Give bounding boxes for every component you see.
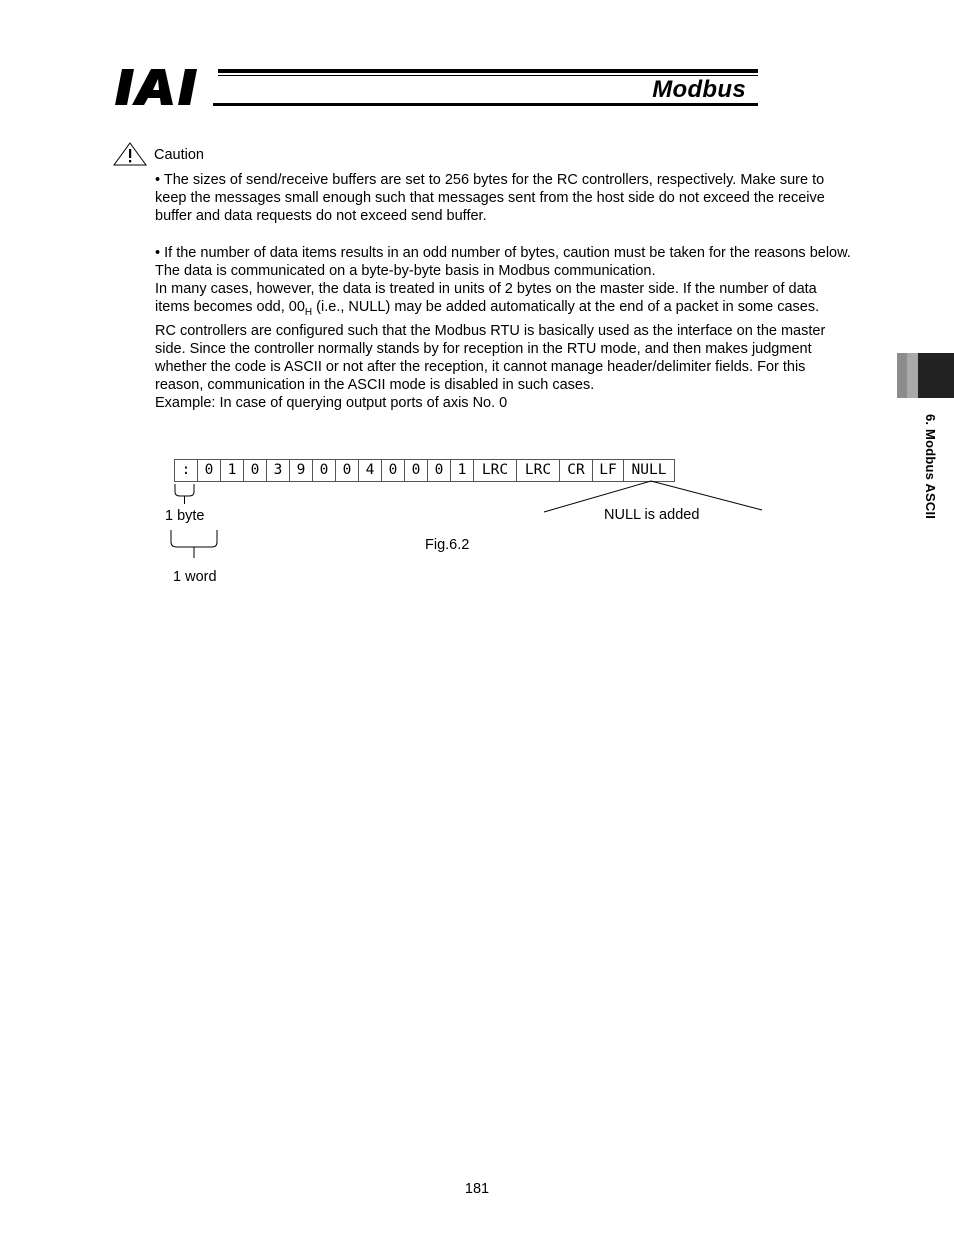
paragraph2-line5: Example: In case of querying output ports of axis No. 0 <box>155 394 508 411</box>
frame-cell: 1 <box>451 460 474 481</box>
paragraph2-line3 <box>155 280 855 322</box>
frame-cell: 9 <box>290 460 313 481</box>
figure-annotations <box>160 480 780 570</box>
byte-bracket <box>175 484 194 504</box>
word-bracket <box>171 530 217 558</box>
frame-cell: LRC <box>517 460 560 481</box>
frame-cell: 0 <box>405 460 428 481</box>
frame-cell: LF <box>593 460 624 481</box>
frame-cell: 0 <box>198 460 221 481</box>
frame-cell: 0 <box>313 460 336 481</box>
paragraph2-line1: • If the number of data items results in an odd number of bytes, caution must be taken for the reasons below. <box>155 245 851 261</box>
caution-label: Caution <box>154 147 204 163</box>
byte-label: 1 byte <box>165 508 205 524</box>
hex-subscript: H <box>304 306 313 318</box>
frame-cell: LRC <box>474 460 517 481</box>
word-label: 1 word <box>173 569 217 585</box>
frame-cell: 0 <box>244 460 267 481</box>
header-title: Modbus <box>652 76 746 103</box>
header-rule-top <box>218 69 758 73</box>
warning-icon <box>113 142 149 166</box>
side-tab-marker <box>918 353 954 398</box>
side-tab-label: 6. Modbus ASCII <box>923 414 938 520</box>
frame-cell: CR <box>560 460 593 481</box>
caution-paragraph-1: • The sizes of send/receive buffers are set to 256 bytes for the RC controllers, respectively. Make sure to keep the messages small enough such that messages sent from the host side do not exceed the receive buffer and data requests do not exceed send buffer. <box>155 172 825 224</box>
figure-caption: Fig.6.2 <box>425 537 470 553</box>
paragraph2-line2: The data is communicated on a byte-by-byte basis in Modbus communication. <box>155 263 656 279</box>
side-tab-shade-2 <box>907 353 918 398</box>
frame-cell: : <box>175 460 198 481</box>
frame-cell: 1 <box>221 460 244 481</box>
null-added-label: NULL is added <box>604 507 700 523</box>
iai-logo <box>113 67 213 107</box>
frame-cell: NULL <box>631 462 667 478</box>
frame-cell: 4 <box>359 460 382 481</box>
page-number: 181 <box>464 1181 490 1197</box>
frame-cell: 0 <box>382 460 405 481</box>
paragraph2-line3-pre: In many cases, however, the data is treated in units of 2 bytes on the master side. If the number of data items becomes odd, 00 <box>155 281 817 315</box>
caution-paragraph-odd-bytes <box>155 244 855 412</box>
side-tab-shade-1 <box>897 353 907 398</box>
paragraph2-line3-post: (i.e., NULL) may be added automatically at the end of a packet in some cases. <box>312 299 820 315</box>
frame-cell: 0 <box>428 460 451 481</box>
frame-cell: 3 <box>267 460 290 481</box>
ascii-frame-diagram <box>174 459 675 482</box>
caution-paragraph-buffers <box>155 171 855 225</box>
paragraph2-line4: RC controllers are configured such that the Modbus RTU is basically used as the interface on the master side. Since the controller normally stands by for reception in the RTU mode, and then makes judgment whether the code is ASCII or not after the reception, it cannot manage header/delimiter fields. For this reason, communication in the ASCII mode is disabled in such cases. <box>155 322 826 393</box>
frame-cell: 0 <box>336 460 359 481</box>
